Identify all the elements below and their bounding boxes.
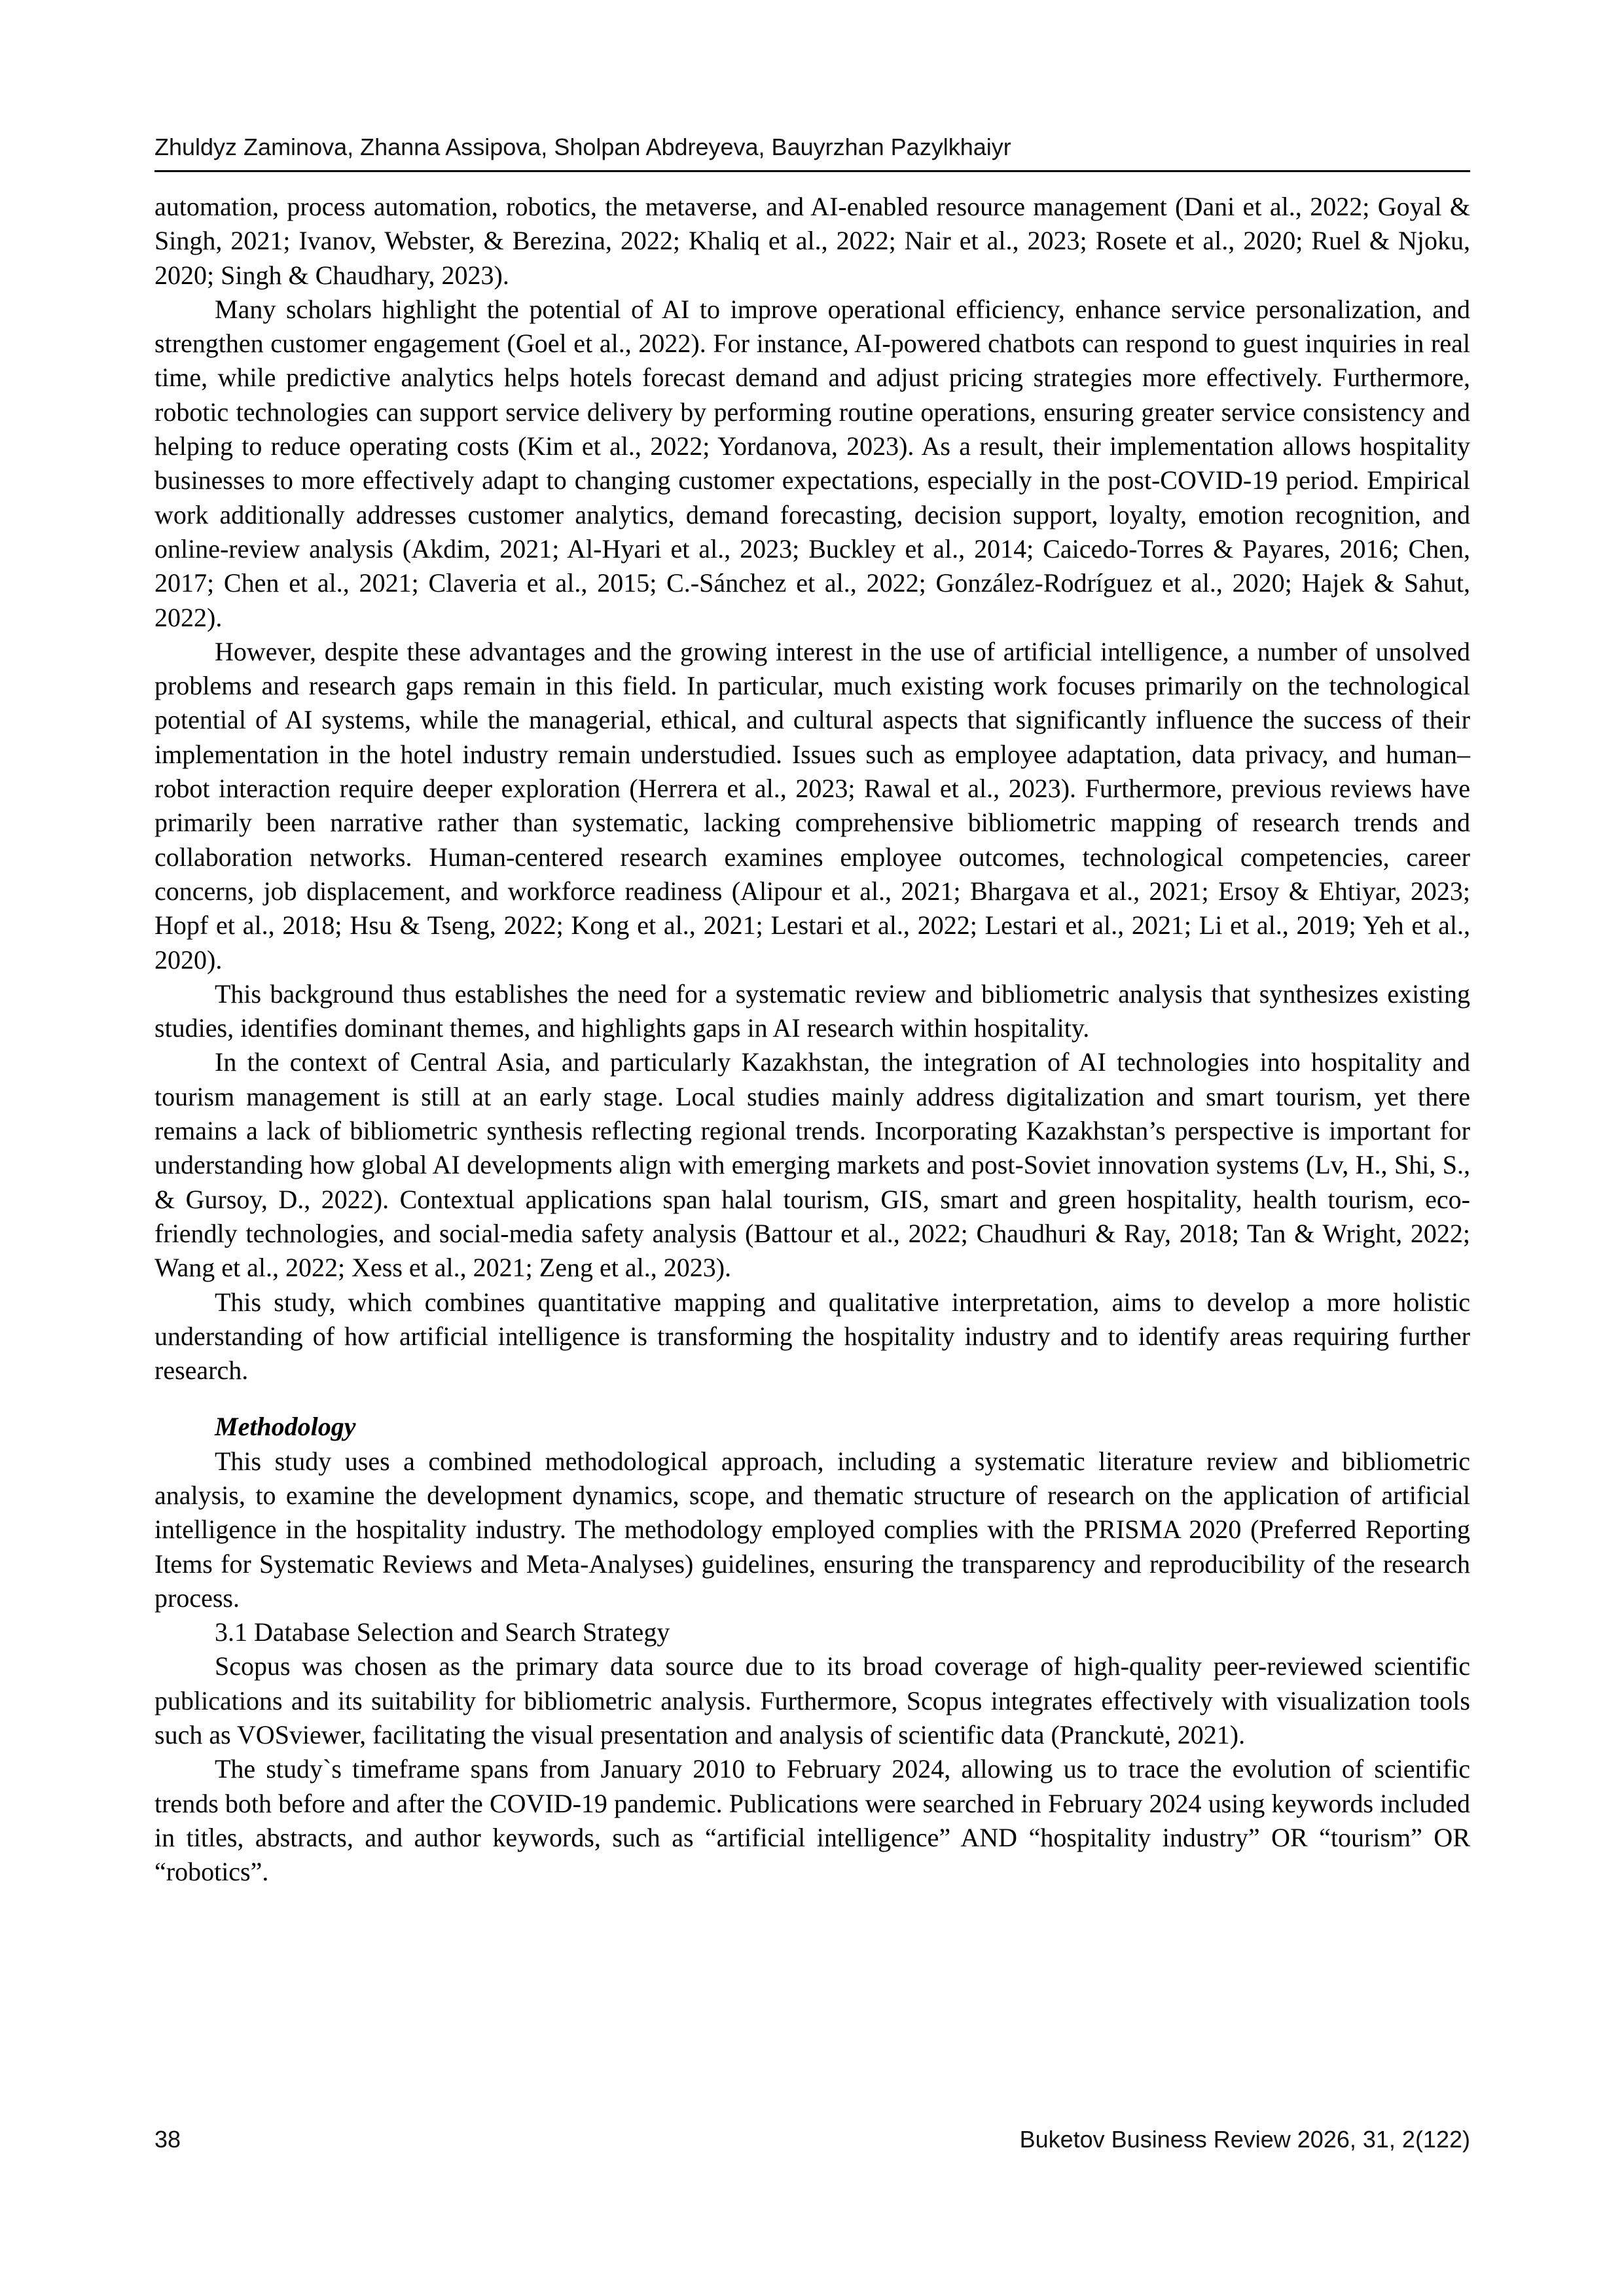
header-divider <box>154 170 1470 172</box>
running-header: Zhuldyz Zaminova, Zhanna Assipova, Sholpan Abdreyeva, Bauyrzhan Pazylkhaiyr <box>154 134 1011 160</box>
paragraph: This study, which combines quantitative mapping and qualitative interpretation, aims to develop a more holistic understanding of how artificial intelligence is transforming the hospitality industry and to identify areas requiring further research. <box>154 1287 1470 1386</box>
subsection-title: 3.1 Database Selection and Search Strategy <box>215 1617 670 1647</box>
paragraph: automation, process automation, robotics, the metaverse, and AI-enabled resource management (Dani et al., 2022; Goyal & Singh, 2021; Ivanov, Webster, & Berezina, 2022; Khaliq et al., 2022; Nair et al., 2023; Rosete et al., 2020; Ruel & Njoku, 2020; Singh & Chaudhary, 2023). <box>154 192 1470 290</box>
page-number: 38 <box>154 2126 181 2153</box>
section-heading-methodology: Methodology <box>215 1412 356 1442</box>
journal-citation: Buketov Business Review 2026, 31, 2(122) <box>1019 2126 1470 2153</box>
paragraph: However, despite these advantages and the growing interest in the use of artificial intelligence, a number of unsolved problems and research gaps remain in this field. In particular, much existing work focuses primarily on the technological potential of AI systems, while the managerial, ethical, and cultural aspects that significantly influence the success of their implementation in the hotel industry remain understudied. Issues such as employee adaptation, data privacy, and human–robot interaction require deeper exploration (Herrera et al., 2023; Rawal et al., 2023). Furthermore, previous reviews have primarily been narrative rather than systematic, lacking comprehensive bibliometric mapping of research trends and collaboration networks. Human-centered research examines employee outcomes, technological competencies, career concerns, job displacement, and workforce readiness (Alipour et al., 2021; Bhargava et al., 2021; Ersoy & Ehtiyar, 2023; Hopf et al., 2018; Hsu & Tseng, 2022; Kong et al., 2021; Lestari et al., 2022; Lestari et al., 2021; Li et al., 2019; Yeh et al., 2020). <box>154 636 1470 975</box>
paragraph: The study`s timeframe spans from January 2010 to February 2024, allowing us to trace the evolution of scientific trends both before and after the COVID-19 pandemic. Publications were searched in February 2024 using keywords included in titles, abstracts, and author keywords, such as “artificial intelligence” AND “hospitality industry” OR “tourism” OR “robotics”. <box>154 1754 1470 1887</box>
paragraph: Scopus was chosen as the primary data source due to its broad coverage of high-quality peer-reviewed scientific publications and its suitability for bibliometric analysis. Furthermore, Scopus integrates effectively with visualization tools such as VOSviewer, facilitating the visual presentation and analysis of scientific data (Pranckutė, 2021). <box>154 1651 1470 1750</box>
article-body <box>154 190 1470 1890</box>
paragraph: In the context of Central Asia, and particularly Kazakhstan, the integration of AI technologies into hospitality and tourism management is still at an early stage. Local studies mainly address digitalization and smart tourism, yet there remains a lack of bibliometric synthesis reflecting regional trends. Incorporating Kazakhstan’s perspective is important for understanding how global AI developments align with emerging markets and post-Soviet innovation systems (Lv, H., Shi, S., & Gursoy, D., 2022). Contextual applications span halal tourism, GIS, smart and green hospitality, health tourism, eco-friendly technologies, and social-media safety analysis (Battour et al., 2022; Chaudhuri & Ray, 2018; Tan & Wright, 2022; Wang et al., 2022; Xess et al., 2021; Zeng et al., 2023). <box>154 1047 1470 1283</box>
paragraph: This study uses a combined methodological approach, including a systematic literature review and bibliometric analysis, to examine the development dynamics, scope, and thematic structure of research on the application of artificial intelligence in the hospitality industry. The methodology employed complies with the PRISMA 2020 (Preferred Reporting Items for Systematic Reviews and Meta-Analyses) guidelines, ensuring the transparency and reproducibility of the research process. <box>154 1446 1470 1613</box>
paragraph: Many scholars highlight the potential of AI to improve operational efficiency, enhance service personalization, and strengthen customer engagement (Goel et al., 2022). For instance, AI-powered chatbots can respond to guest inquiries in real time, while predictive analytics helps hotels forecast demand and adjust pricing strategies more effectively. Furthermore, robotic technologies can support service delivery by performing routine operations, ensuring greater service consistency and helping to reduce operating costs (Kim et al., 2022; Yordanova, 2023). As a result, their implementation allows hospitality businesses to more effectively adapt to changing customer expectations, especially in the post-COVID-19 period. Empirical work additionally addresses customer analytics, demand forecasting, decision support, loyalty, emotion recognition, and online-review analysis (Akdim, 2021; Al-Hyari et al., 2023; Buckley et al., 2014; Caicedo-Torres & Payares, 2016; Chen, 2017; Chen et al., 2021; Claveria et al., 2015; C.-Sánchez et al., 2022; González-Rodríguez et al., 2020; Hajek & Sahut, 2022). <box>154 294 1470 632</box>
paragraph: This background thus establishes the need for a systematic review and bibliometric analysis that synthesizes existing studies, identifies dominant themes, and highlights gaps in AI research within hospitality. <box>154 978 1470 1043</box>
